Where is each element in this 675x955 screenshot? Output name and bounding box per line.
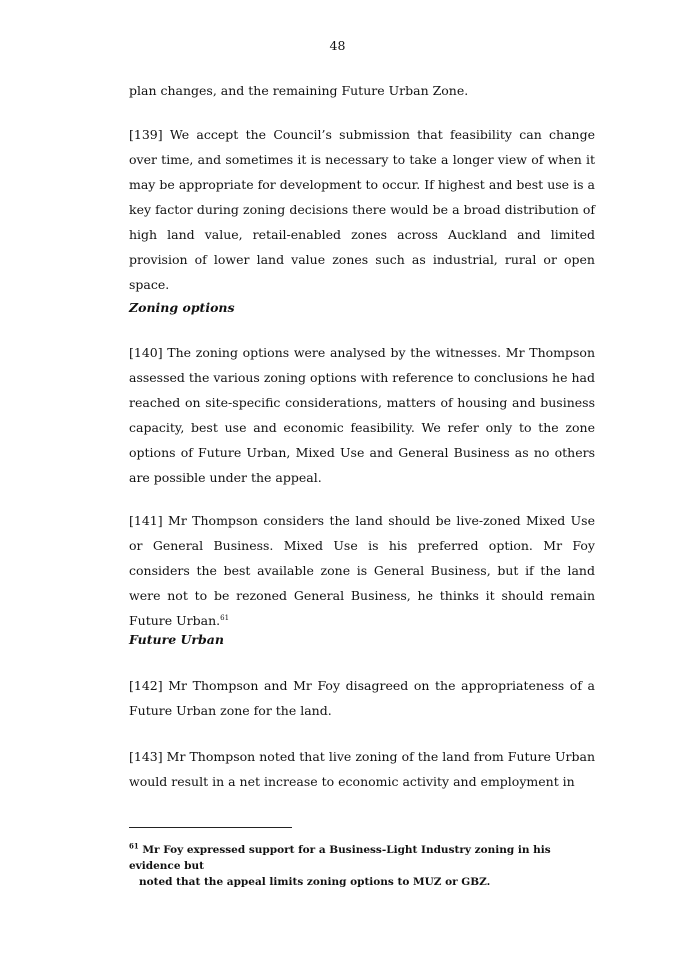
paragraph-139 xyxy=(129,122,595,297)
paragraph-number: [142] xyxy=(129,678,163,693)
paragraph-text: Mr Thompson noted that live zoning of the land from Future Urban would result in a net increase to economic activity and employment in xyxy=(129,749,595,789)
footnote-divider xyxy=(129,827,292,828)
paragraph-number: [139] xyxy=(129,127,163,142)
paragraph-text: Mr Thompson considers the land should be live-zoned Mixed Use or General Business. Mixed Use is his preferred option. Mr Foy considers the best available zone is General Business, but if the land were not to be rezoned General Business, he thinks it should remain Future Urban. xyxy=(129,513,595,628)
paragraph-text: The zoning options were analysed by the witnesses. Mr Thompson assessed the various zoning options with reference to conclusions he had reached on site-specific considerations, matters of housing and business capacity, best use and economic feasibility. We refer only to the zone options of Future Urban, Mixed Use and General Business as no others are possible under the appeal. xyxy=(129,345,595,485)
heading-future-urban: Future Urban xyxy=(129,632,224,647)
heading-zoning-options: Zoning options xyxy=(129,300,235,315)
paragraph-142 xyxy=(129,673,595,723)
paragraph-140 xyxy=(129,340,595,490)
paragraph-text: Mr Thompson and Mr Foy disagreed on the appropriateness of a Future Urban zone for the land. xyxy=(129,678,595,718)
paragraph-number: [140] xyxy=(129,345,163,360)
paragraph-number: [141] xyxy=(129,513,163,528)
continuation-text: plan changes, and the remaining Future Urban Zone. xyxy=(129,83,469,98)
paragraph-143 xyxy=(129,744,595,794)
footnote-line-2: noted that the appeal limits zoning options to MUZ or GBZ. xyxy=(139,876,491,888)
paragraph-text: We accept the Council’s submission that feasibility can change over time, and sometimes it is necessary to take a longer view of when it may be appropriate for development to occur. If highest and best use is a key factor during zoning decisions there would be a broad distribution of high land value, retail-enabled zones across Auckland and limited provision of lower land value zones such as industrial, rural or open space. xyxy=(129,127,595,292)
page-number: 48 xyxy=(329,38,346,53)
paragraph-141 xyxy=(129,508,595,633)
footnote-mark: 61 xyxy=(129,841,139,851)
paragraph-number: [143] xyxy=(129,749,163,764)
footnote-61 xyxy=(129,842,599,890)
footnote-line-1: Mr Foy expressed support for a Business-Light Industry zoning in his evidence but xyxy=(129,844,551,872)
footnote-reference[interactable]: 61 xyxy=(220,613,230,622)
